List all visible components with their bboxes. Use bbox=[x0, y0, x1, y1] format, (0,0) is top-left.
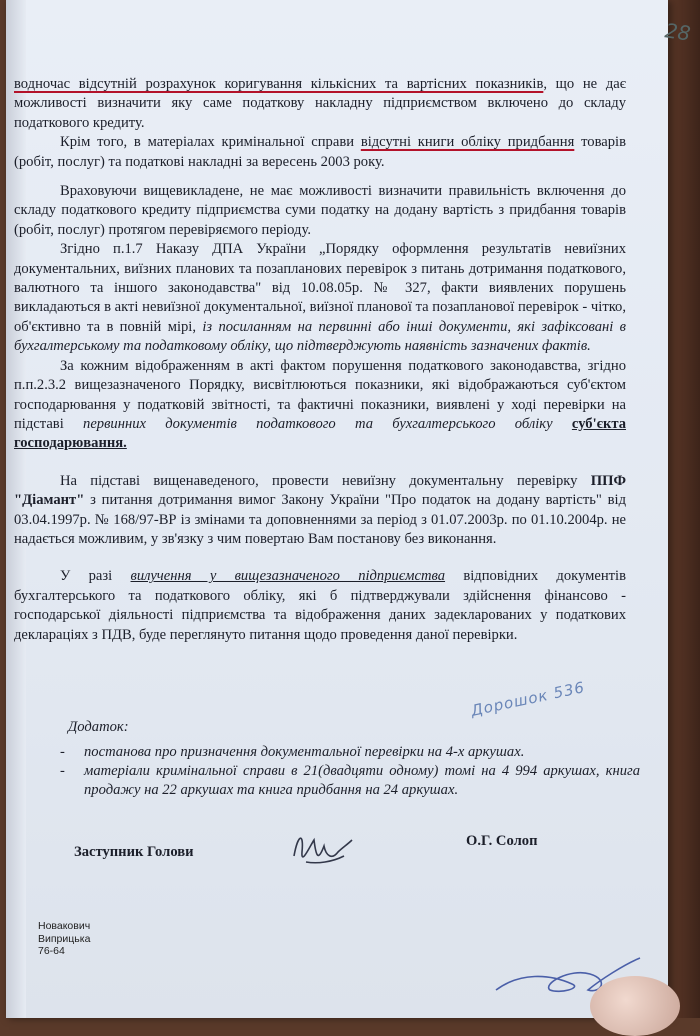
paragraph-3: Враховуючи вищевикладене, не має можливості визначити правильність включення до складу податкового кредиту підприємства суми податку на додану вартість з придбання товарів (робіт, послуг) протягом перевіряємого періоду. bbox=[14, 183, 626, 238]
handwritten-note: Дорошок 536 bbox=[469, 678, 587, 720]
attachments-section bbox=[60, 718, 640, 800]
thumb-holding-page bbox=[590, 976, 680, 1036]
attachments-heading: Додаток: bbox=[68, 719, 129, 735]
executor-line: Новакович bbox=[38, 920, 91, 932]
underlined-phrase: водночас відсутній розрахунок коригування кількісних та вартісних показників bbox=[14, 76, 544, 92]
attachment-item: - постанова про призначення документальної перевірки на 4-х аркушах. bbox=[60, 743, 640, 762]
paragraph-5: За кожним відображенням в акті фактом порушення податкового законодавства, згідно п.п.2.3.2 вищезазначеного Порядку, висвітлюються показники, які відображаються суб'єктом господарювання у податковій звітності, та фактичні показники, виявлені у ході перевірки на підставі первинних документів податкового та бухгалтерського обліку суб'єкта господарювання. bbox=[14, 357, 627, 452]
signatory-role: Заступник Голови bbox=[74, 844, 194, 860]
executor-line: Виприцька bbox=[38, 932, 91, 945]
signature-scribble-icon bbox=[288, 826, 358, 876]
paragraph-4: Згідно п.1.7 Наказу ДПА України „Порядку оформлення результатів невиїзних документальних, виїзних планових та позапланових перевірок з питань дотримання податкового, валютного та іншого законодавства" від 10.08.05р. № 327, факти виявлених порушень викладаються в акті невиїзної документальної, виїзної планової та позапланової перевірок - чітко, об'єктивно та в повній мірі, із посиланням на первинні або інші документи, які зафіксовані в бухгалтерському та податковому обліку, що підтверджують наявність зазначених фактів. bbox=[14, 241, 627, 355]
page-number-handwritten: 28 bbox=[663, 18, 692, 46]
attachments-list bbox=[60, 743, 640, 800]
paragraph-2: Крім того, в матеріалах кримінальної справи відсутні книги обліку придбання товарів (робіт, послуг) та податкові накладні за вересень 2003 року. bbox=[14, 134, 626, 170]
paragraph-6: На підставі вищенаведеного, провести невиїзну документальну перевірку ППФ "Діамант" з питання дотримання вимог Закону України "Про податок на додану вартість" від 03.04.1997р. № 168/97-ВР із змінами та доповненнями за період з 01.07.2003р. по 01.10.2004р. не надається можливим, у зв'язку з чим повертаю Вам постанову без виконання. bbox=[14, 472, 626, 547]
paragraph-7: У разі вилучення у вищезазначеного підприємства відповідних документів бухгалтерського та податкового обліку, які б підтверджували здійснення фінансово - господарської діяльності підприємства та відображення даних задекларованих у податкових деклараціях з ПДВ, буде переглянуто питання щодо проведення даної перевірки. bbox=[14, 568, 626, 643]
document-body bbox=[14, 75, 626, 645]
executor-phone: 76-64 bbox=[38, 945, 65, 957]
paragraph-1: водночас відсутній розрахунок коригування кількісних та вартісних показників, що не дає можливості визначити яку саме податкову накладну підприємством включено до складу податкового кредиту. bbox=[14, 76, 626, 131]
signatory-name: О.Г. Солоп bbox=[466, 833, 538, 849]
company-name: ППФ "Діамант" bbox=[14, 472, 626, 509]
executor-info bbox=[38, 920, 90, 958]
attachment-item: - матеріали кримінальної справи в 21(двадцяти одному) томі на 4 994 аркушах, книга продажу на 22 аркушах та книга придбання на 24 аркушах. bbox=[60, 762, 640, 800]
underlined-phrase: відсутні книги обліку придбання bbox=[360, 134, 575, 151]
